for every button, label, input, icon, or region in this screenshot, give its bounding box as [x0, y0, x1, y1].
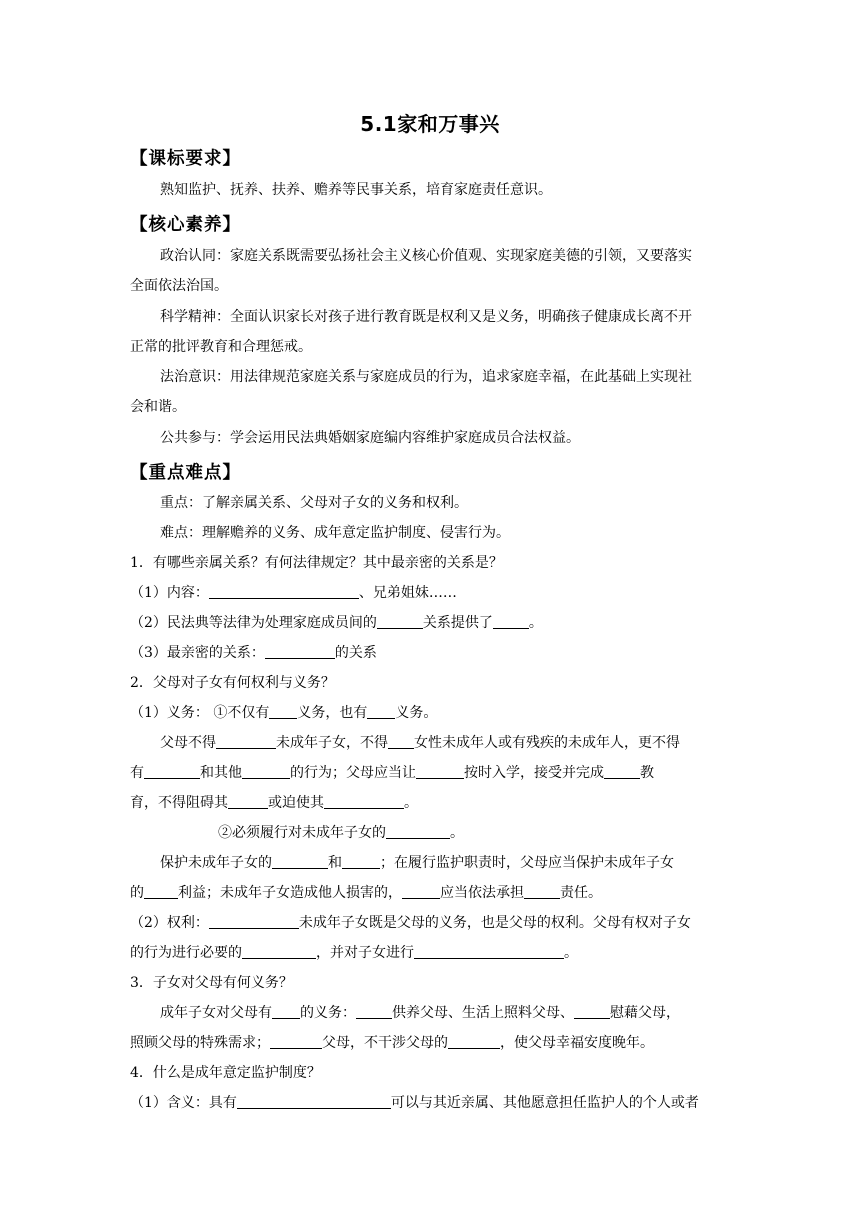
- q2-line-3: 育，不得阻碍其 或迫使其 。: [130, 795, 418, 811]
- fill-blank[interactable]: [386, 824, 450, 839]
- fill-blank[interactable]: [237, 1094, 391, 1109]
- fill-blank[interactable]: [209, 914, 299, 929]
- q2-line-1: 父母不得 未成年子女，不得 女性未成年人或有残疾的未成年人，更不得: [160, 735, 680, 751]
- section-heading-hexin: 【核心素养】: [130, 215, 241, 235]
- fill-blank[interactable]: [242, 764, 290, 779]
- q1-answer-1: （1）内容： 、兄弟姐妹……: [130, 585, 457, 601]
- fill-blank[interactable]: [604, 764, 640, 779]
- q3-line-2: 照顾父母的特殊需求； 父母，不干涉父母的 ，使父母幸福安度晚年。: [130, 1035, 654, 1051]
- hexin-p3a: 法治意识：用法律规范家庭关系与家庭成员的行为，追求家庭幸福，在此基础上实现社: [160, 369, 692, 385]
- fill-blank[interactable]: [524, 884, 560, 899]
- fill-blank[interactable]: [269, 704, 297, 719]
- fill-blank[interactable]: [228, 794, 268, 809]
- fill-blank[interactable]: [144, 884, 178, 899]
- hexin-p3b: 会和谐。: [130, 399, 186, 415]
- page-title: 5.1家和万事兴: [360, 112, 500, 136]
- difficult-point: 难点：理解赡养的义务、成年意定监护制度、侵害行为。: [160, 525, 510, 541]
- q1-answer-2: （2）民法典等法律为处理家庭成员间的 关系提供了 。: [130, 615, 543, 631]
- fill-blank[interactable]: [242, 944, 316, 959]
- fill-blank[interactable]: [493, 614, 529, 629]
- hexin-p1b: 全面依法治国。: [130, 278, 228, 294]
- fill-blank[interactable]: [216, 734, 276, 749]
- fill-blank[interactable]: [367, 704, 395, 719]
- q2-right-1: （2）权利： 未成年子女既是父母的义务，也是父母的权利。父母有权对子女: [130, 915, 691, 931]
- fill-blank[interactable]: [270, 1034, 322, 1049]
- q2-duty-1: （1）义务： ①不仅有 义务，也有 义务。: [130, 705, 438, 721]
- q2-line-6: 的 利益；未成年子女造成他人损害的， 应当依法承担 责任。: [130, 885, 602, 901]
- q3-line-1: 成年子女对父母有 的义务： 供养父母、生活上照料父母、 慰藉父母，: [160, 1005, 680, 1021]
- q4-answer-1: （1）含义：具有 可以与其近亲属、其他愿意担任监护人的个人或者: [130, 1095, 699, 1111]
- fill-blank[interactable]: [402, 884, 440, 899]
- section-heading-zhongdian: 【重点难点】: [130, 463, 241, 483]
- question-4: 4．什么是成年意定监护制度？: [130, 1065, 321, 1081]
- fill-blank[interactable]: [265, 644, 335, 659]
- q2-line-4: ②必须履行对未成年子女的 。: [218, 825, 464, 841]
- fill-blank[interactable]: [377, 614, 423, 629]
- hexin-p2a: 科学精神：全面认识家长对孩子进行教育既是权利又是义务，明确孩子健康成长离不开: [160, 309, 692, 325]
- fill-blank[interactable]: [324, 794, 404, 809]
- fill-blank[interactable]: [209, 584, 359, 599]
- q2-line-2: 有 和其他 的行为；父母应当让 按时入学，接受并完成 教: [130, 765, 654, 781]
- section-heading-kebiao: 【课标要求】: [130, 149, 241, 169]
- question-2: 2．父母对子女有何权利与义务？: [130, 675, 335, 691]
- question-3: 3．子女对父母有何义务？: [130, 975, 293, 991]
- fill-blank[interactable]: [272, 1004, 300, 1019]
- kebiao-text: 熟知监护、抚养、扶养、赡养等民事关系，培育家庭责任意识。: [160, 182, 552, 198]
- fill-blank[interactable]: [144, 764, 200, 779]
- fill-blank[interactable]: [414, 944, 564, 959]
- fill-blank[interactable]: [342, 854, 380, 869]
- fill-blank[interactable]: [356, 1004, 392, 1019]
- fill-blank[interactable]: [388, 734, 414, 749]
- q2-line-5: 保护未成年子女的 和 ；在履行监护职责时，父母应当保护未成年子女: [160, 855, 674, 871]
- fill-blank[interactable]: [272, 854, 328, 869]
- hexin-p2b: 正常的批评教育和合理惩戒。: [130, 339, 312, 355]
- fill-blank[interactable]: [416, 764, 464, 779]
- q2-right-2: 的行为进行必要的 ，并对子女进行 。: [130, 945, 578, 961]
- fill-blank[interactable]: [574, 1004, 610, 1019]
- key-point: 重点：了解亲属关系、父母对子女的义务和权利。: [160, 495, 468, 511]
- fill-blank[interactable]: [448, 1034, 500, 1049]
- q1-answer-3: （3）最亲密的关系： 的关系: [130, 645, 377, 661]
- question-1: 1．有哪些亲属关系？有何法律规定？其中最亲密的关系是？: [130, 555, 503, 571]
- hexin-p1a: 政治认同：家庭关系既需要弘扬社会主义核心价值观、实现家庭美德的引领，又要落实: [160, 248, 692, 264]
- hexin-p4: 公共参与：学会运用民法典婚姻家庭编内容维护家庭成员合法权益。: [160, 430, 580, 446]
